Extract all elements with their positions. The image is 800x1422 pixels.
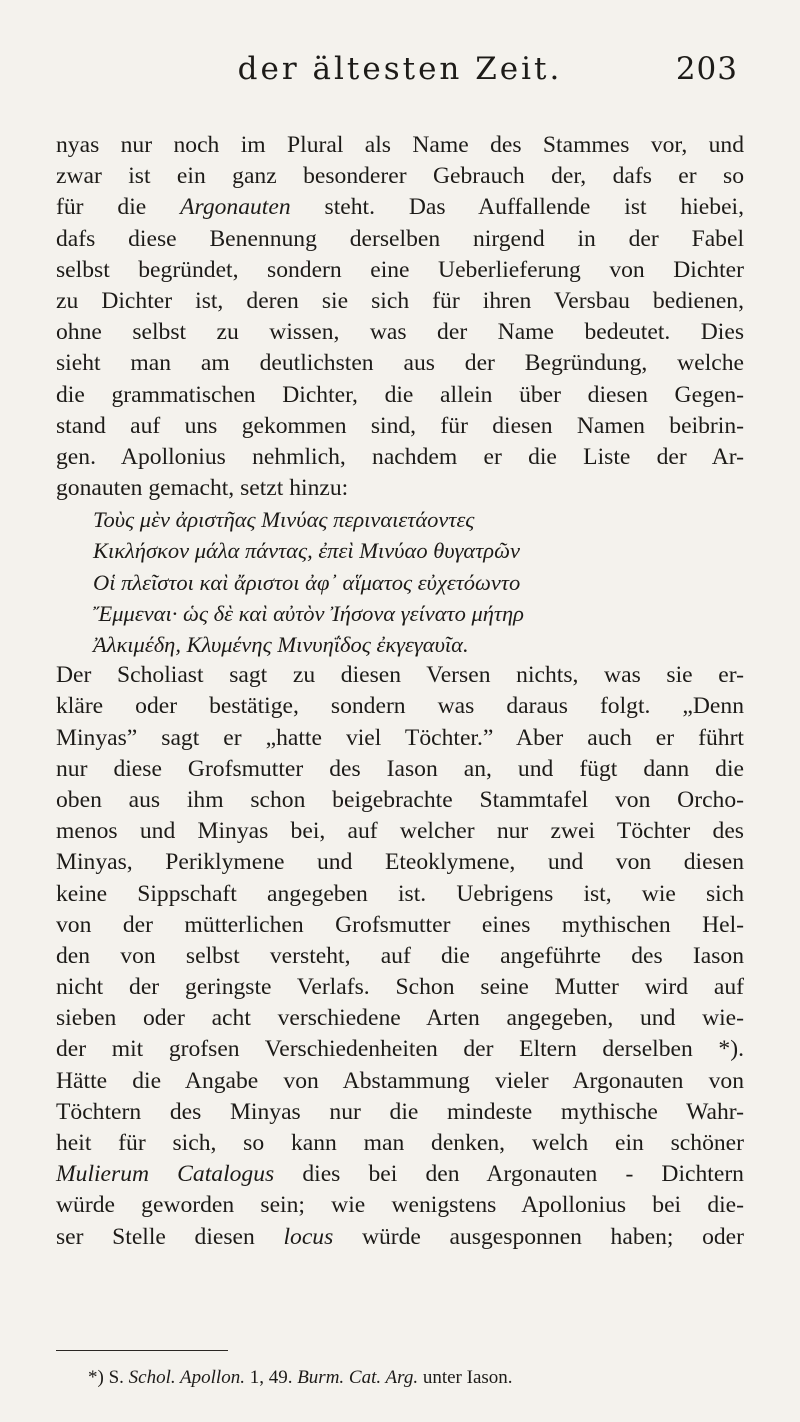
text-line: nur diese Grofsmutter des Iason an, und fügt dann die xyxy=(56,755,744,782)
text-line: kläre oder bestätige, sondern was daraus folgt. „Denn xyxy=(56,693,744,720)
emphasized-word: locus xyxy=(283,1223,334,1250)
text-line: Hätte die Angabe von Abstammung vieler Argonauten von xyxy=(56,1067,744,1094)
text-line xyxy=(56,1222,744,1253)
text-line: Der Scholiast sagt zu diesen Versen nichts, was sie er- xyxy=(56,662,744,689)
footnote-mark: *) S. xyxy=(88,1367,124,1388)
text-line: von der mütterlichen Grofsmutter eines mythischen Hel- xyxy=(56,911,744,938)
text-line: heit für sich, so kann man denken, welch ein schöner xyxy=(56,1130,744,1156)
text-line: würde geworden sein; wie wenigstens Apollonius bei die- xyxy=(56,1192,744,1219)
footnote-source: Burm. Cat. Arg. xyxy=(297,1367,419,1388)
text-line: ohne selbst zu wissen, was der Name bedeutet. Dies xyxy=(56,319,744,346)
verse-line: Ἀλκιμέδη, Κλυμένης Μινυηΐδος ἐκγεγαυῖα. xyxy=(93,632,469,657)
text-line: Minyas, Periklymene und Eteoklymene, und von diesen xyxy=(56,849,744,876)
footnote xyxy=(88,1365,748,1391)
footnote-text: unter Iason. xyxy=(422,1367,513,1388)
text-line: Minyas” sagt er „hatte viel Töchter.” Aber auch er führt xyxy=(56,724,744,751)
text-line: die grammatischen Dichter, die allein über diesen Gegen- xyxy=(56,381,744,408)
text-line: sieht man am deutlichsten aus der Begründung, welche xyxy=(56,350,744,377)
text-line: nyas nur noch im Plural als Name des Stammes vor, und xyxy=(56,132,744,158)
text-line: zwar ist ein ganz besonderer Gebrauch der, dafs er so xyxy=(56,163,744,190)
text-segment: würde ausgesponnen haben; oder xyxy=(361,1223,745,1250)
text-line: oben aus ihm schon beigebrachte Stammtafel von Orcho- xyxy=(56,786,744,813)
text-line: zu Dichter ist, deren sie sich für ihren Versbau bedienen, xyxy=(56,287,744,314)
verse-line: Τοὺς μὲν ἀριστῆας Μινύας περιναιετάοντες xyxy=(93,507,475,533)
text-line: Töchtern des Minyas nur die mindeste mythische Wahr- xyxy=(56,1098,744,1125)
text-segment: dies bei den Argonauten - Dichtern xyxy=(302,1161,744,1188)
text-line xyxy=(56,192,744,223)
text-segment: ser Stelle diesen xyxy=(56,1223,255,1250)
text-segment: für die xyxy=(56,194,147,221)
text-line: selbst begründet, sondern eine Ueberlieferung von Dichter xyxy=(56,256,744,283)
page-number: 203 xyxy=(675,51,738,87)
text-line: gen. Apollonius nehmlich, nachdem er die Liste der Ar- xyxy=(56,443,744,470)
verse-line: Ἔμμεναι· ὡς δὲ καὶ αὐτὸν Ἰήσονα γείνατο μήτηρ xyxy=(93,600,524,626)
running-title: der ältesten Zeit. xyxy=(237,51,563,87)
running-head xyxy=(0,44,800,94)
text-line: sieben oder acht verschiedene Arten angegeben, und wie- xyxy=(56,1005,744,1032)
verse-line: Κικλήσκον μάλα πάντας, ἐπεὶ Μινύαο θυγατρῶν xyxy=(93,538,520,564)
text-line xyxy=(56,1159,744,1190)
text-line: menos und Minyas bei, auf welcher nur zwei Töchter des xyxy=(56,818,744,845)
text-line: stand auf uns gekommen sind, für diesen Namen beibrin- xyxy=(56,412,744,439)
text-line: gonauten gemacht, setzt hinzu: xyxy=(56,475,349,502)
verse-line: Οἱ πλεῖστοι καὶ ἄριστοι ἀφ᾽ αἵματος εὐχετόωντο xyxy=(93,569,521,595)
emphasized-word: Argonauten xyxy=(180,194,291,221)
body-text xyxy=(56,130,744,1253)
text-line: der mit grofsen Verschiedenheiten der Eltern derselben *). xyxy=(56,1036,744,1063)
footnote-source: Schol. Apollon. xyxy=(128,1367,245,1388)
footnote-divider xyxy=(56,1350,228,1351)
text-line: den von selbst versteht, auf die angeführte des Iason xyxy=(56,942,744,969)
text-line: dafs diese Benennung derselben nirgend in der Fabel xyxy=(56,225,744,252)
text-segment: steht. Das Auffallende ist hiebei, xyxy=(324,194,744,221)
text-line: keine Sippschaft angegeben ist. Uebrigens ist, wie sich xyxy=(56,880,744,907)
text-line: nicht der geringste Verlafs. Schon seine Mutter wird auf xyxy=(56,974,744,1001)
footnote-reference: 1, 49. xyxy=(249,1367,293,1388)
emphasized-title: Mulierum Catalogus xyxy=(56,1161,275,1188)
